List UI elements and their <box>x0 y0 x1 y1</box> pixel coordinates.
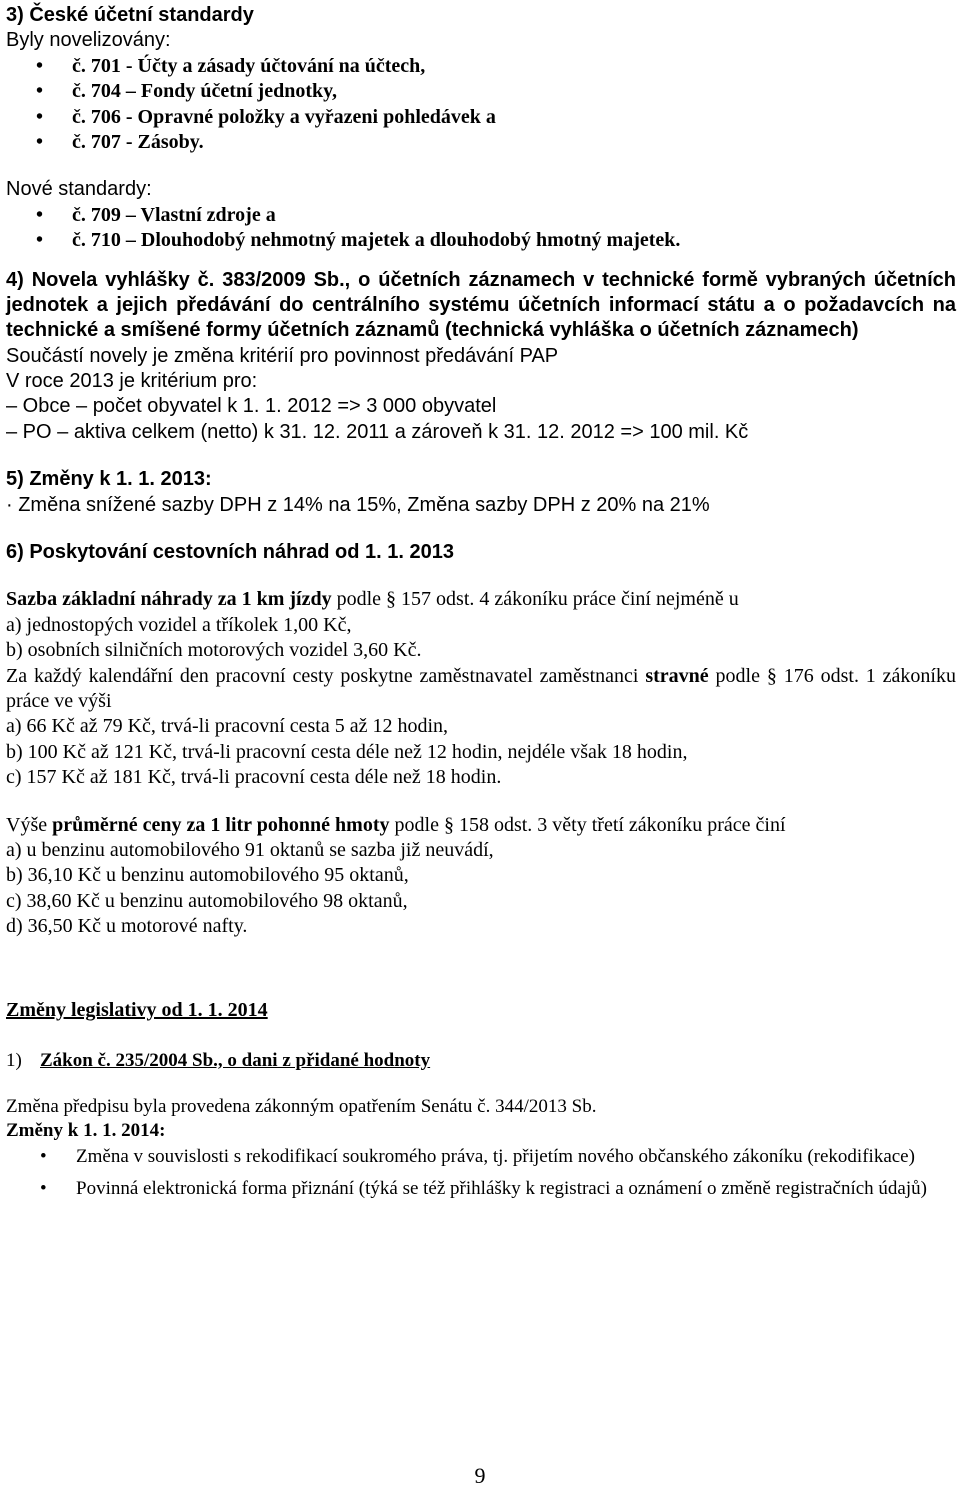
new-standards-label: Nové standardy: <box>6 178 152 201</box>
page-number: 9 <box>474 1463 486 1488</box>
meal-allowance-paragraph <box>6 664 956 715</box>
amendment-line: Změna předpisu byla provedena zákonným opatřením Senátu č. 344/2013 Sb. <box>6 1096 597 1118</box>
section-3-intro: Byly novelizovány: <box>6 29 171 52</box>
list-item: • č. 701 - Účty a zásady účtování na účtech, <box>6 54 956 79</box>
fuel-line: d) 36,50 Kč u motorové nafty. <box>6 915 248 938</box>
fuel-price-text: podle § 158 odst. 3 věty třetí zákoníku práce činí <box>389 813 786 836</box>
law-item-number: 1) <box>6 1049 22 1071</box>
criterion-line: – PO – aktiva celkem (netto) k 31. 12. 2011 a zároveň k 31. 12. 2012 => 100 mil. Kč <box>6 420 749 443</box>
changes-2014-heading: Změny k 1. 1. 2014: <box>6 1120 166 1142</box>
list-item: • č. 704 – Fondy účetní jednotky, <box>6 79 956 104</box>
changes-2014-list <box>6 1145 956 1201</box>
fuel-price-paragraph <box>6 813 956 838</box>
section-4-line: V roce 2013 je kritérium pro: <box>6 370 258 393</box>
standards-list <box>6 54 956 156</box>
section-5-heading: 5) Změny k 1. 1. 2013: <box>6 468 212 491</box>
new-standards-list <box>6 203 956 254</box>
document-page <box>6 3 956 1202</box>
km-rate-paragraph <box>6 587 956 612</box>
legislation-2014-heading: Změny legislativy od 1. 1. 2014 <box>6 998 268 1021</box>
section-4-line: Součástí novely je změna kritérií pro povinnost předávání PAP <box>6 344 559 367</box>
rate-line: b) osobních silničních motorových vozidel 3,60 Kč. <box>6 639 422 662</box>
section-6-heading: 6) Poskytování cestovních náhrad od 1. 1. 2013 <box>6 541 454 564</box>
fuel-line: c) 38,60 Kč u benzinu automobilového 98 oktanů, <box>6 889 408 912</box>
fuel-line: a) u benzinu automobilového 91 oktanů se sazba již neuvádí, <box>6 838 494 861</box>
list-item: • č. 706 - Opravné položky a vyřazeni pohledávek a <box>6 105 956 130</box>
fuel-price-text: Výše <box>6 813 53 836</box>
section-3-heading: 3) České účetní standardy <box>6 4 254 26</box>
km-rate-label: Sazba základní náhrady za 1 km jízdy <box>6 588 332 611</box>
allowance-line: a) 66 Kč až 79 Kč, trvá-li pracovní cesta 5 až 12 hodin, <box>6 715 449 738</box>
allowance-line: c) 157 Kč až 181 Kč, trvá-li pracovní cesta déle než 18 hodin. <box>6 766 502 789</box>
meal-allowance-keyword: stravné <box>645 664 709 687</box>
fuel-price-keyword: průměrné ceny za 1 litr pohonné hmoty <box>52 813 390 836</box>
law-item <box>6 1049 956 1073</box>
law-title: Zákon č. 235/2004 Sb., o dani z přidané hodnoty <box>40 1049 431 1071</box>
allowance-line: b) 100 Kč až 121 Kč, trvá-li pracovní cesta déle než 12 hodin, nejdéle však 18 hodin, <box>6 740 688 763</box>
fuel-line: b) 36,10 Kč u benzinu automobilového 95 oktanů, <box>6 864 409 887</box>
list-item: • č. 709 – Vlastní zdroje a <box>6 203 956 228</box>
rate-line: a) jednostopých vozidel a tříkolek 1,00 Kč, <box>6 613 352 636</box>
section-4-heading: 4) Novela vyhlášky č. 383/2009 Sb., o účetních záznamech v technické formě vybraných účetních jednotek a jejich předávání do centrálního systému účetních informací státu a o požadavcích na technické a smíšené formy účetních záznamů (technická vyhláška o účetních záznamech) <box>6 268 956 342</box>
meal-allowance-text: Za každý kalendářní den pracovní cesty poskytne zaměstnavatel zaměstnanci <box>6 664 646 687</box>
vat-change-line: · Změna snížené sazby DPH z 14% na 15%, Změna sazby DPH z 20% na 21% <box>6 493 710 516</box>
list-item: • Povinná elektronická forma přiznání (týká se též přihlášky k registraci a oznámení o změně registračních údajů) <box>6 1177 956 1201</box>
km-rate-text: podle § 157 odst. 4 zákoníku práce činí nejméně u <box>331 588 739 611</box>
meal-allowance-text: podle § 176 odst. 1 zákoníku práce ve výši <box>6 664 956 712</box>
list-item: • č. 710 – Dlouhodobý nehmotný majetek a dlouhodobý hmotný majetek. <box>6 228 956 253</box>
list-item: • Změna v souvislosti s rekodifikací soukromého práva, tj. přijetím nového občanského zákoníku (rekodifikace) <box>6 1145 956 1169</box>
criterion-line: – Obce – počet obyvatel k 1. 1. 2012 => 3 000 obyvatel <box>6 395 497 418</box>
list-item: • č. 707 - Zásoby. <box>6 130 956 155</box>
